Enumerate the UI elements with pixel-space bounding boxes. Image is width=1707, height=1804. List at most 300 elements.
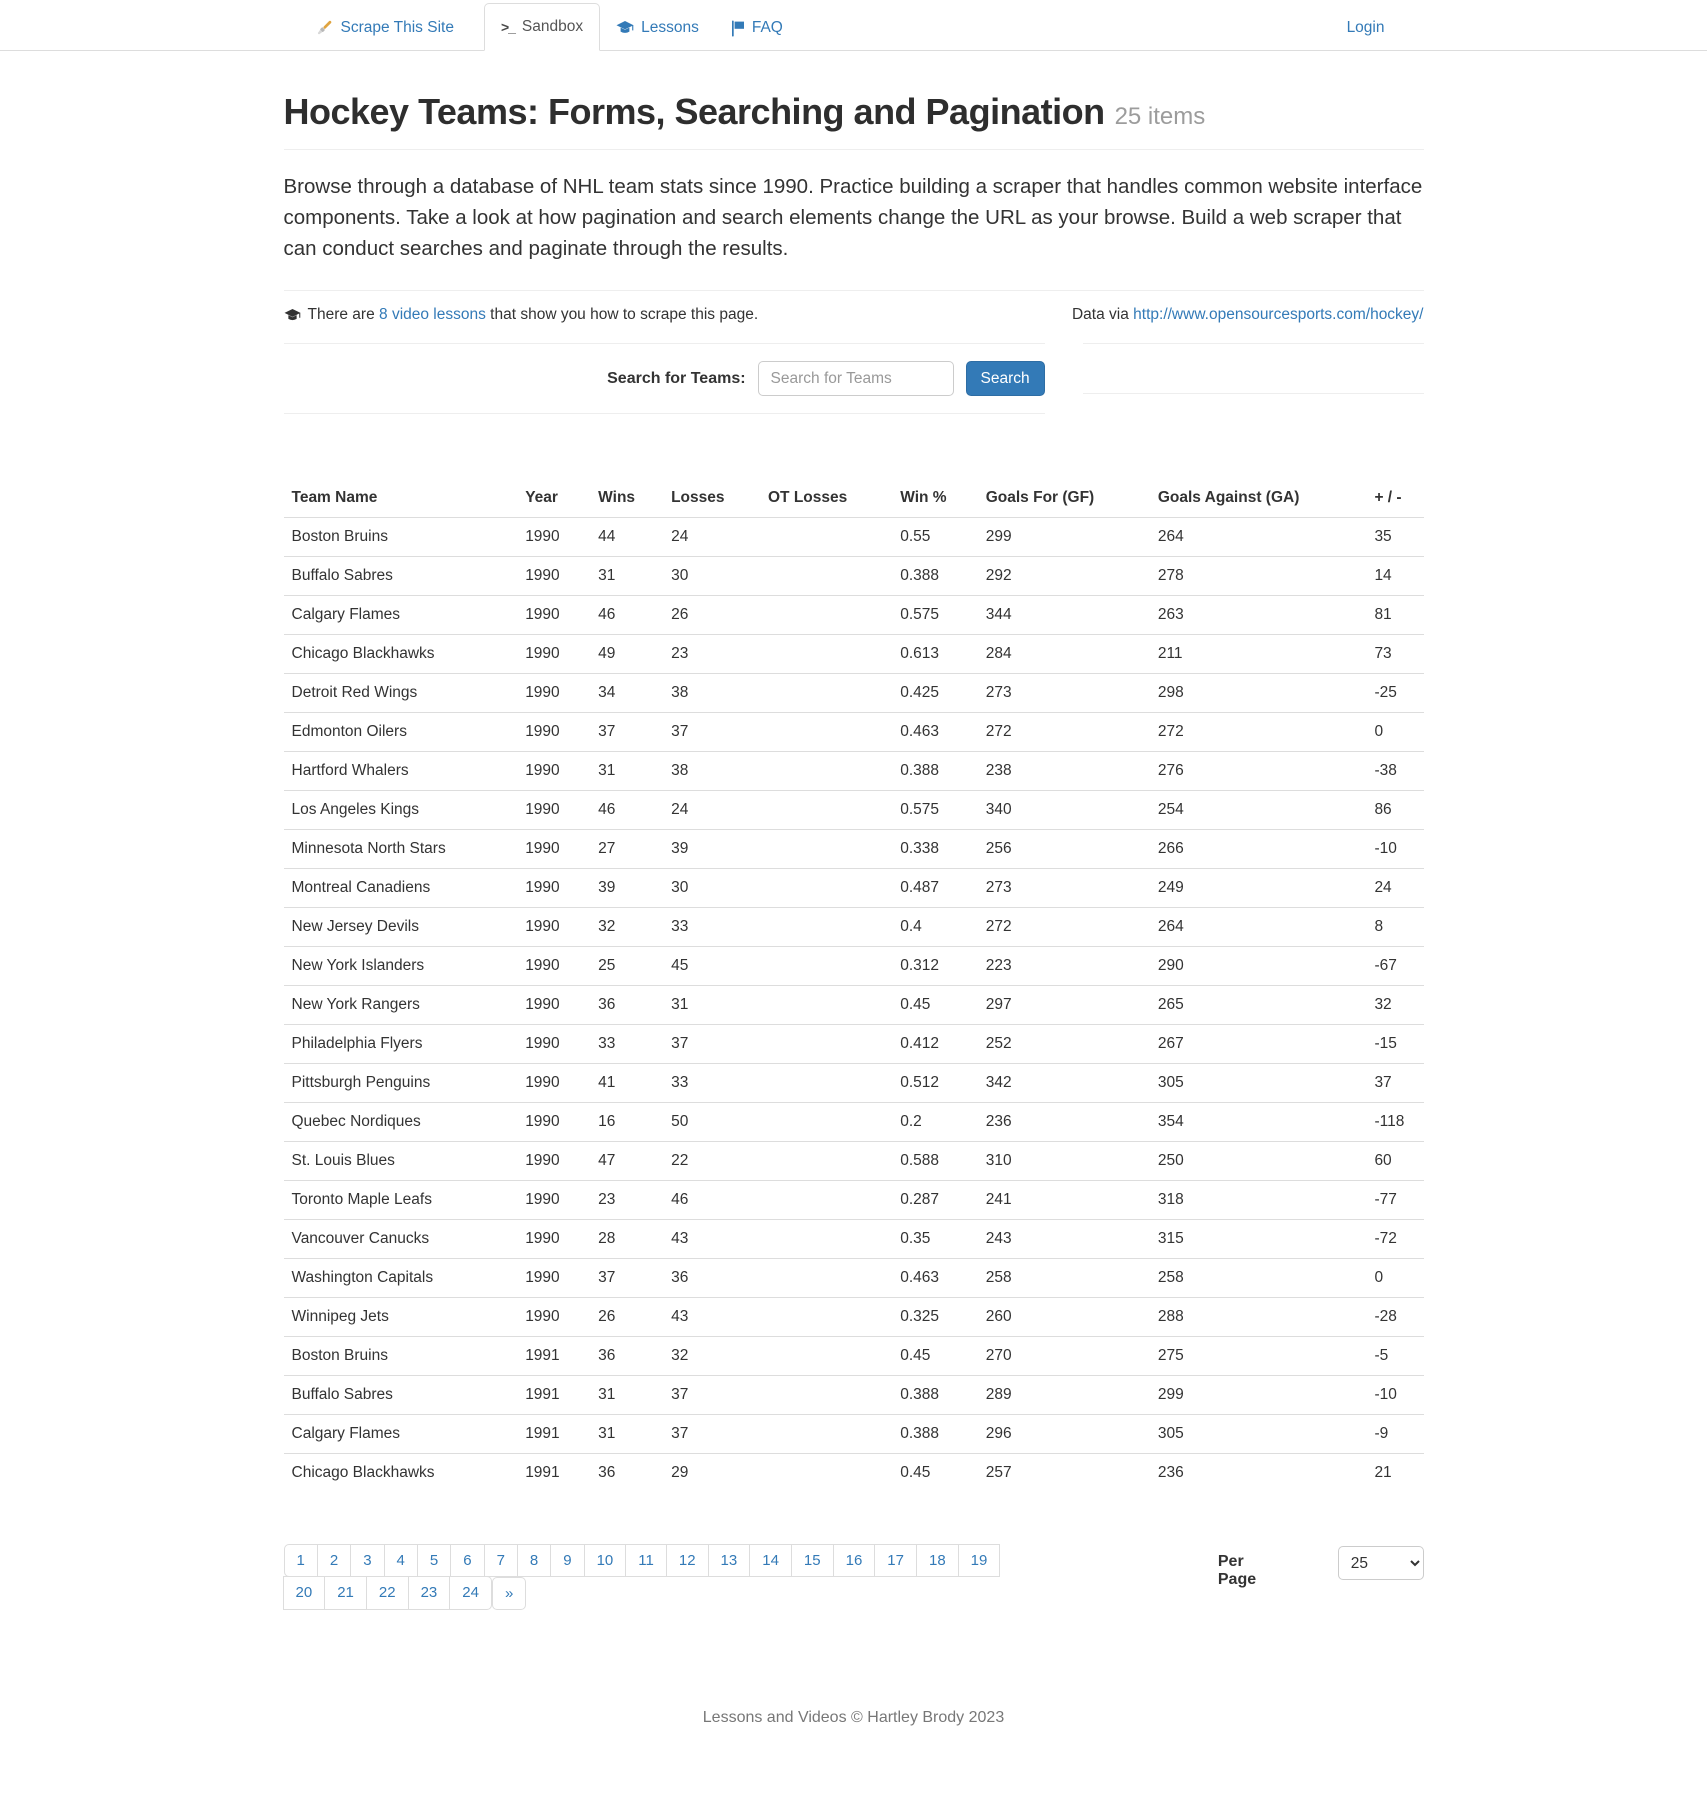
cell-gf: 284 bbox=[978, 635, 1150, 674]
cell-pct: 0.55 bbox=[900, 528, 931, 546]
cell-wins: 34 bbox=[590, 674, 663, 713]
cell-wins: 28 bbox=[590, 1220, 663, 1259]
table-row bbox=[284, 830, 1424, 869]
cell-year: 1990 bbox=[517, 1298, 590, 1337]
cell-ot bbox=[760, 1454, 892, 1493]
cell-losses: 32 bbox=[663, 1337, 760, 1376]
divider bbox=[284, 290, 1424, 291]
table-row bbox=[284, 986, 1424, 1025]
cell-diff: 81 bbox=[1366, 596, 1423, 635]
cell-ot bbox=[760, 1298, 892, 1337]
cell-team: Calgary Flames bbox=[284, 596, 518, 635]
cell-team: Minnesota North Stars bbox=[284, 830, 518, 869]
cell-diff: 21 bbox=[1366, 1454, 1423, 1493]
cell-losses: 24 bbox=[671, 528, 689, 546]
cell-diff: -38 bbox=[1366, 752, 1423, 791]
cell-wins: 37 bbox=[590, 1259, 663, 1298]
cell-diff: -10 bbox=[1366, 1376, 1423, 1415]
item-count: 25 items bbox=[1114, 103, 1206, 130]
tab-lessons-label: Lessons bbox=[641, 19, 699, 36]
paintbrush-icon bbox=[315, 18, 334, 37]
column-header: Team Name bbox=[284, 479, 518, 518]
cell-gf: 260 bbox=[978, 1298, 1150, 1337]
cell-team: New York Islanders bbox=[284, 947, 518, 986]
next-page-link[interactable]: » bbox=[492, 1577, 526, 1610]
cell-wins: 46 bbox=[590, 791, 663, 830]
cell-gf: 289 bbox=[978, 1376, 1150, 1415]
cell-team: Vancouver Canucks bbox=[284, 1220, 518, 1259]
table-row bbox=[284, 596, 1424, 635]
cell-gf: 272 bbox=[978, 908, 1150, 947]
cell-diff: 24 bbox=[1366, 869, 1423, 908]
cell-ga: 254 bbox=[1150, 791, 1367, 830]
cell-wins: 37 bbox=[590, 713, 663, 752]
cell-diff: 32 bbox=[1366, 986, 1423, 1025]
table-row bbox=[284, 1376, 1424, 1415]
cell-diff: 37 bbox=[1366, 1064, 1423, 1103]
cell-year: 1991 bbox=[517, 1454, 590, 1493]
cell-gf: 273 bbox=[978, 674, 1150, 713]
cell-year: 1990 bbox=[517, 830, 590, 869]
cell-gf: 273 bbox=[978, 869, 1150, 908]
page-link-17[interactable]: 17 bbox=[874, 1544, 917, 1577]
table-row bbox=[284, 1142, 1424, 1181]
page-header bbox=[284, 91, 1424, 150]
column-header: Goals Against (GA) bbox=[1150, 479, 1367, 518]
cell-ga: 264 bbox=[1157, 528, 1184, 546]
cell-team: Edmonton Oilers bbox=[284, 713, 518, 752]
cell-ga: 267 bbox=[1150, 1025, 1367, 1064]
cell-gf: 270 bbox=[978, 1337, 1150, 1376]
cell-wins: 25 bbox=[590, 947, 663, 986]
search-input[interactable] bbox=[758, 361, 954, 396]
table-row bbox=[284, 1181, 1424, 1220]
cell-ga: 315 bbox=[1150, 1220, 1367, 1259]
cell-ot bbox=[760, 791, 892, 830]
cell-diff: -10 bbox=[1366, 830, 1423, 869]
cell-diff: -118 bbox=[1366, 1103, 1423, 1142]
page-link-6[interactable]: 6 bbox=[450, 1544, 484, 1577]
cell-ga: 236 bbox=[1150, 1454, 1367, 1493]
cell-diff: -9 bbox=[1366, 1415, 1423, 1454]
page-link-5[interactable]: 5 bbox=[417, 1544, 451, 1577]
cell-diff: 73 bbox=[1366, 635, 1423, 674]
cell-pct: 0.512 bbox=[892, 1064, 978, 1103]
page-link-14[interactable]: 14 bbox=[749, 1544, 792, 1577]
cell-pct: 0.425 bbox=[892, 674, 978, 713]
cell-ga: 290 bbox=[1150, 947, 1367, 986]
divider bbox=[1083, 393, 1424, 394]
cell-losses: 30 bbox=[663, 557, 760, 596]
cell-pct: 0.575 bbox=[892, 596, 978, 635]
page-link-23[interactable]: 23 bbox=[408, 1576, 451, 1610]
cell-pct: 0.575 bbox=[892, 791, 978, 830]
cell-pct: 0.45 bbox=[892, 986, 978, 1025]
cell-pct: 0.388 bbox=[892, 1415, 978, 1454]
cell-year: 1991 bbox=[517, 1376, 590, 1415]
cell-ot bbox=[760, 557, 892, 596]
cell-pct: 0.487 bbox=[892, 869, 978, 908]
cell-diff: 0 bbox=[1366, 1259, 1423, 1298]
cell-ga: 278 bbox=[1150, 557, 1367, 596]
cell-losses: 33 bbox=[663, 1064, 760, 1103]
tab-sandbox[interactable] bbox=[484, 3, 600, 51]
tab-sandbox-label: Sandbox bbox=[521, 18, 584, 35]
table-row bbox=[284, 1220, 1424, 1259]
lessons-note-prefix: There are bbox=[307, 306, 380, 324]
cell-ot bbox=[760, 869, 892, 908]
page-link-21[interactable]: 21 bbox=[324, 1576, 367, 1610]
cell-ga: 276 bbox=[1150, 752, 1367, 791]
page-link-16[interactable]: 16 bbox=[833, 1544, 876, 1577]
cell-year: 1990 bbox=[517, 791, 590, 830]
cell-ot bbox=[760, 947, 892, 986]
cell-year: 1990 bbox=[517, 1142, 590, 1181]
cell-year: 1990 bbox=[517, 1181, 590, 1220]
cell-losses: 31 bbox=[663, 986, 760, 1025]
cell-pct: 0.388 bbox=[892, 752, 978, 791]
cell-losses: 37 bbox=[663, 1025, 760, 1064]
cell-team: Buffalo Sabres bbox=[284, 557, 518, 596]
cell-ot bbox=[760, 1376, 892, 1415]
cell-diff: 60 bbox=[1366, 1142, 1423, 1181]
cell-pct: 0.338 bbox=[892, 830, 978, 869]
cell-diff: 0 bbox=[1366, 713, 1423, 752]
cell-losses: 36 bbox=[663, 1259, 760, 1298]
cell-ot bbox=[760, 752, 892, 791]
cell-year: 1990 bbox=[517, 752, 590, 791]
cell-team: Calgary Flames bbox=[284, 1415, 518, 1454]
cell-gf: 296 bbox=[978, 1415, 1150, 1454]
top-navbar bbox=[0, 0, 1707, 51]
cell-wins: 47 bbox=[590, 1142, 663, 1181]
table-header-row bbox=[284, 479, 1424, 518]
cell-team: Toronto Maple Leafs bbox=[284, 1181, 518, 1220]
cell-ot bbox=[760, 596, 892, 635]
column-header: Goals For (GF) bbox=[978, 479, 1150, 518]
cell-diff: -5 bbox=[1366, 1337, 1423, 1376]
search-button[interactable]: Search bbox=[966, 361, 1045, 396]
cell-pct: 0.325 bbox=[892, 1298, 978, 1337]
table-row bbox=[284, 713, 1424, 752]
cell-ot bbox=[760, 830, 892, 869]
cell-pct: 0.388 bbox=[892, 1376, 978, 1415]
cell-year: 1991 bbox=[517, 1415, 590, 1454]
cell-pct: 0.45 bbox=[892, 1454, 978, 1493]
column-header: Year bbox=[517, 479, 590, 518]
cell-diff: -28 bbox=[1366, 1298, 1423, 1337]
cell-pct: 0.463 bbox=[892, 1259, 978, 1298]
cell-year: 1990 bbox=[517, 557, 590, 596]
cell-diff: -67 bbox=[1366, 947, 1423, 986]
cell-pct: 0.2 bbox=[892, 1103, 978, 1142]
page-link-8[interactable]: 8 bbox=[517, 1544, 551, 1577]
divider bbox=[284, 413, 1045, 414]
cell-ot bbox=[760, 674, 892, 713]
cell-team: Los Angeles Kings bbox=[284, 791, 518, 830]
cell-year: 1990 bbox=[525, 528, 560, 546]
cell-wins: 27 bbox=[590, 830, 663, 869]
per-page-select[interactable] bbox=[1338, 1546, 1424, 1580]
cell-ga: 249 bbox=[1150, 869, 1367, 908]
cell-ot bbox=[760, 518, 892, 557]
cell-team: Chicago Blackhawks bbox=[284, 1454, 518, 1493]
cell-losses: 43 bbox=[663, 1220, 760, 1259]
cell-gf: 258 bbox=[978, 1259, 1150, 1298]
graduation-cap-icon bbox=[284, 308, 301, 323]
table-row bbox=[284, 1415, 1424, 1454]
page-link-2[interactable]: 2 bbox=[317, 1544, 351, 1577]
page-link-10[interactable]: 10 bbox=[584, 1544, 627, 1577]
cell-gf: 223 bbox=[978, 947, 1150, 986]
column-header: Wins bbox=[590, 479, 663, 518]
table-row bbox=[284, 557, 1424, 596]
column-header: + / - bbox=[1366, 479, 1423, 518]
cell-year: 1990 bbox=[517, 986, 590, 1025]
cell-wins: 31 bbox=[590, 1376, 663, 1415]
page-link-4[interactable]: 4 bbox=[384, 1544, 418, 1577]
page-link-9[interactable]: 9 bbox=[550, 1544, 584, 1577]
cell-losses: 22 bbox=[663, 1142, 760, 1181]
cell-team: New Jersey Devils bbox=[284, 908, 518, 947]
page-link-22[interactable]: 22 bbox=[366, 1576, 409, 1610]
cell-diff: -77 bbox=[1366, 1181, 1423, 1220]
table-row bbox=[284, 947, 1424, 986]
data-source bbox=[1072, 306, 1424, 324]
cell-gf: 241 bbox=[978, 1181, 1150, 1220]
page-link-13[interactable]: 13 bbox=[708, 1544, 751, 1577]
cell-gf: 238 bbox=[978, 752, 1150, 791]
login-link[interactable]: Login bbox=[1346, 19, 1385, 36]
terminal-icon: >_ bbox=[500, 19, 515, 35]
cell-losses: 23 bbox=[663, 635, 760, 674]
tab-lessons[interactable] bbox=[600, 5, 715, 51]
table-row bbox=[284, 635, 1424, 674]
cell-diff: -72 bbox=[1366, 1220, 1423, 1259]
team-search-form bbox=[284, 359, 1045, 398]
pagination bbox=[284, 1544, 1005, 1609]
cell-losses: 38 bbox=[663, 752, 760, 791]
cell-team: Pittsburgh Penguins bbox=[284, 1064, 518, 1103]
table-row bbox=[284, 518, 1424, 557]
cell-wins: 32 bbox=[590, 908, 663, 947]
flag-icon bbox=[731, 20, 745, 37]
cell-diff: 14 bbox=[1366, 557, 1423, 596]
tab-faq-label: FAQ bbox=[751, 19, 783, 36]
cell-ga: 272 bbox=[1150, 713, 1367, 752]
page-link-12[interactable]: 12 bbox=[666, 1544, 709, 1577]
cell-pct: 0.45 bbox=[892, 1337, 978, 1376]
cell-wins: 41 bbox=[590, 1064, 663, 1103]
cell-losses: 26 bbox=[663, 596, 760, 635]
cell-wins: 44 bbox=[598, 528, 616, 546]
cell-year: 1991 bbox=[517, 1337, 590, 1376]
cell-team: Hartford Whalers bbox=[284, 752, 518, 791]
cell-pct: 0.463 bbox=[892, 713, 978, 752]
cell-ot bbox=[760, 713, 892, 752]
cell-year: 1990 bbox=[517, 674, 590, 713]
cell-ga: 250 bbox=[1150, 1142, 1367, 1181]
cell-wins: 49 bbox=[590, 635, 663, 674]
cell-team: Winnipeg Jets bbox=[284, 1298, 518, 1337]
cell-losses: 24 bbox=[663, 791, 760, 830]
cell-ot bbox=[760, 908, 892, 947]
cell-year: 1990 bbox=[517, 635, 590, 674]
cell-team: St. Louis Blues bbox=[284, 1142, 518, 1181]
data-source-link[interactable]: http://www.opensourcesports.com/hockey/ bbox=[1133, 306, 1424, 324]
table-row bbox=[284, 869, 1424, 908]
table-row bbox=[284, 1103, 1424, 1142]
cell-ga: 211 bbox=[1150, 635, 1367, 674]
cell-ga: 275 bbox=[1150, 1337, 1367, 1376]
cell-year: 1990 bbox=[517, 1220, 590, 1259]
cell-ga: 264 bbox=[1150, 908, 1367, 947]
cell-gf: 243 bbox=[978, 1220, 1150, 1259]
cell-ot bbox=[760, 1103, 892, 1142]
nav-brand-link[interactable] bbox=[299, 4, 470, 51]
teams-table bbox=[284, 479, 1424, 1492]
cell-losses: 38 bbox=[663, 674, 760, 713]
page-link-7[interactable]: 7 bbox=[484, 1544, 518, 1577]
cell-wins: 23 bbox=[590, 1181, 663, 1220]
cell-ot bbox=[760, 1259, 892, 1298]
cell-team: Montreal Canadiens bbox=[284, 869, 518, 908]
lessons-note-suffix: that show you how to scrape this page. bbox=[485, 306, 759, 324]
cell-diff: -25 bbox=[1366, 674, 1423, 713]
table-row bbox=[284, 1025, 1424, 1064]
cell-team: Detroit Red Wings bbox=[284, 674, 518, 713]
cell-wins: 36 bbox=[590, 986, 663, 1025]
cell-ga: 305 bbox=[1150, 1064, 1367, 1103]
cell-losses: 33 bbox=[663, 908, 760, 947]
page-link-18[interactable]: 18 bbox=[916, 1544, 959, 1577]
cell-ga: 258 bbox=[1150, 1259, 1367, 1298]
cell-team: Boston Bruins bbox=[284, 1337, 518, 1376]
cell-ot bbox=[760, 1337, 892, 1376]
intro-paragraph: Browse through a database of NHL team stats since 1990. Practice building a scraper that handles common website interface components. Take a look at how pagination and search elements change the URL as your browse. Build a web scraper that can conduct searches and paginate through the results. bbox=[283, 175, 1423, 260]
cell-diff: 35 bbox=[1374, 528, 1392, 546]
cell-wins: 46 bbox=[590, 596, 663, 635]
cell-year: 1990 bbox=[517, 1259, 590, 1298]
search-label: Search for Teams: bbox=[607, 369, 746, 387]
cell-losses: 50 bbox=[663, 1103, 760, 1142]
column-header: Losses bbox=[663, 479, 760, 518]
column-header: Win % bbox=[892, 479, 978, 518]
cell-wins: 36 bbox=[590, 1337, 663, 1376]
cell-ot bbox=[760, 635, 892, 674]
cell-ot bbox=[760, 1142, 892, 1181]
cell-losses: 46 bbox=[663, 1181, 760, 1220]
cell-year: 1990 bbox=[517, 1064, 590, 1103]
cell-year: 1990 bbox=[517, 947, 590, 986]
page-link-11[interactable]: 11 bbox=[625, 1544, 667, 1577]
cell-pct: 0.388 bbox=[892, 557, 978, 596]
cell-gf: 342 bbox=[978, 1064, 1150, 1103]
cell-year: 1990 bbox=[517, 1103, 590, 1142]
cell-team: Quebec Nordiques bbox=[284, 1103, 518, 1142]
table-row bbox=[284, 1337, 1424, 1376]
divider bbox=[284, 343, 1045, 344]
cell-pct: 0.412 bbox=[892, 1025, 978, 1064]
cell-ga: 318 bbox=[1150, 1181, 1367, 1220]
cell-ga: 354 bbox=[1150, 1103, 1367, 1142]
footer-text: Lessons and Videos © Hartley Brody 2023 bbox=[702, 1709, 1005, 1727]
cell-losses: 39 bbox=[663, 830, 760, 869]
cell-pct: 0.613 bbox=[892, 635, 978, 674]
page-link-19[interactable]: 19 bbox=[958, 1544, 1001, 1577]
cell-gf: 297 bbox=[978, 986, 1150, 1025]
cell-diff: -15 bbox=[1366, 1025, 1423, 1064]
table-row bbox=[284, 1064, 1424, 1103]
video-lessons-link[interactable]: 8 video lessons bbox=[379, 306, 486, 324]
cell-losses: 45 bbox=[663, 947, 760, 986]
cell-ot bbox=[760, 986, 892, 1025]
cell-ot bbox=[760, 1064, 892, 1103]
page-link-20[interactable]: 20 bbox=[283, 1576, 326, 1610]
page-link-15[interactable]: 15 bbox=[791, 1544, 834, 1577]
cell-losses: 37 bbox=[663, 713, 760, 752]
cell-team: Chicago Blackhawks bbox=[284, 635, 518, 674]
cell-year: 1990 bbox=[517, 869, 590, 908]
cell-ga: 298 bbox=[1150, 674, 1367, 713]
tab-faq[interactable] bbox=[715, 5, 799, 51]
cell-year: 1990 bbox=[517, 596, 590, 635]
cell-ot bbox=[760, 1181, 892, 1220]
cell-gf: 252 bbox=[978, 1025, 1150, 1064]
cell-gf: 299 bbox=[985, 528, 1012, 546]
table-row bbox=[284, 791, 1424, 830]
cell-wins: 26 bbox=[590, 1298, 663, 1337]
cell-year: 1990 bbox=[517, 713, 590, 752]
cell-gf: 256 bbox=[978, 830, 1150, 869]
cell-ot bbox=[760, 1220, 892, 1259]
cell-gf: 340 bbox=[978, 791, 1150, 830]
page-link-3[interactable]: 3 bbox=[350, 1544, 384, 1577]
cell-wins: 39 bbox=[590, 869, 663, 908]
page-link-1[interactable]: 1 bbox=[284, 1544, 318, 1577]
table-row bbox=[284, 1454, 1424, 1493]
cell-losses: 29 bbox=[663, 1454, 760, 1493]
cell-team: Buffalo Sabres bbox=[284, 1376, 518, 1415]
page-link-24[interactable]: 24 bbox=[449, 1576, 492, 1610]
cell-team: Boston Bruins bbox=[291, 528, 388, 546]
cell-ga: 265 bbox=[1150, 986, 1367, 1025]
cell-wins: 36 bbox=[590, 1454, 663, 1493]
cell-team: Philadelphia Flyers bbox=[284, 1025, 518, 1064]
cell-pct: 0.4 bbox=[892, 908, 978, 947]
cell-losses: 37 bbox=[663, 1376, 760, 1415]
cell-pct: 0.35 bbox=[892, 1220, 978, 1259]
cell-wins: 16 bbox=[590, 1103, 663, 1142]
cell-diff: 8 bbox=[1366, 908, 1423, 947]
table-row bbox=[284, 908, 1424, 947]
column-header: OT Losses bbox=[760, 479, 892, 518]
table-row bbox=[284, 674, 1424, 713]
cell-gf: 292 bbox=[978, 557, 1150, 596]
cell-diff: 86 bbox=[1366, 791, 1423, 830]
cell-ga: 288 bbox=[1150, 1298, 1367, 1337]
cell-pct: 0.588 bbox=[892, 1142, 978, 1181]
cell-team: New York Rangers bbox=[284, 986, 518, 1025]
table-row bbox=[284, 1259, 1424, 1298]
cell-gf: 236 bbox=[978, 1103, 1150, 1142]
cell-pct: 0.312 bbox=[892, 947, 978, 986]
cell-gf: 344 bbox=[978, 596, 1150, 635]
page-title: Hockey Teams: Forms, Searching and Pagination bbox=[283, 91, 1105, 132]
cell-wins: 33 bbox=[590, 1025, 663, 1064]
cell-losses: 30 bbox=[663, 869, 760, 908]
cell-losses: 43 bbox=[663, 1298, 760, 1337]
